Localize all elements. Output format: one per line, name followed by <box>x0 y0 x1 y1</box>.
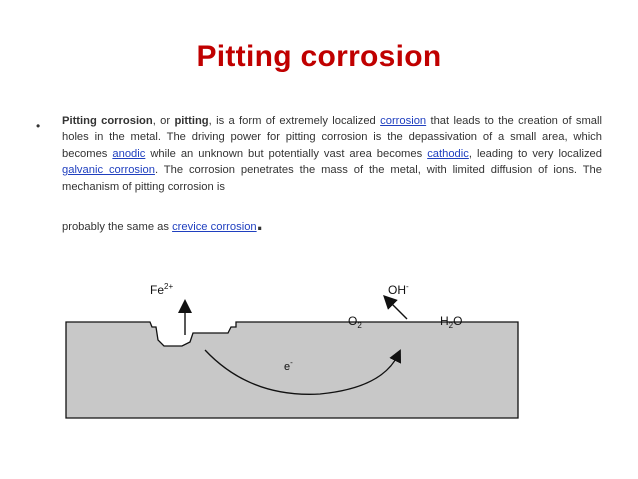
h2o-subscript: 2 <box>448 321 454 330</box>
electron-charge: - <box>290 358 293 367</box>
term-pitting-corrosion: Pitting corrosion <box>62 115 153 127</box>
oh-arrow <box>388 300 407 319</box>
page-title: Pitting corrosion <box>196 40 442 73</box>
text-segment: . The corrosion penetrates the mass of the metal, with limited diffusion of ions. The mechanism of pitting corrosion is <box>62 164 603 193</box>
fe-label <box>150 282 173 297</box>
oh-charge: - <box>406 282 409 291</box>
text-segment: , leading to very localized <box>468 147 602 160</box>
h2o-label <box>440 314 462 330</box>
o2-label <box>348 314 362 330</box>
bullet-marker: • <box>36 119 41 133</box>
h2o-symbol-h: H <box>440 314 449 328</box>
text-period: . <box>256 210 263 235</box>
pitting-diagram <box>0 270 638 460</box>
link-anodic[interactable]: anodic <box>112 147 146 160</box>
text-segment: probably the same as <box>62 221 173 233</box>
link-crevice-corrosion[interactable]: crevice corrosion <box>172 221 257 233</box>
fe-symbol: Fe <box>150 283 165 297</box>
link-galvanic-corrosion[interactable]: galvanic corrosion <box>62 164 155 177</box>
fe-charge: 2+ <box>164 282 174 291</box>
electron-symbol: e <box>284 361 291 373</box>
link-cathodic[interactable]: cathodic <box>427 147 469 160</box>
text-segment: while an unknown but potentially vast area becomes <box>145 147 428 160</box>
metal-block <box>66 322 518 418</box>
link-corrosion[interactable]: corrosion <box>380 115 427 127</box>
text-segment: that leads to the creation of small holes in the metal. The driving power for pitting corrosion is the depassivation of a small area, which becomes <box>62 115 602 160</box>
bullet-paragraph <box>62 113 602 195</box>
h2o-symbol-o: O <box>453 314 463 328</box>
text-segment: , or <box>152 115 175 127</box>
o2-symbol: O <box>348 314 358 328</box>
oh-label <box>388 282 409 297</box>
oh-symbol: OH <box>388 283 406 297</box>
term-pitting: pitting <box>174 115 209 127</box>
o2-subscript: 2 <box>357 321 362 330</box>
text-segment: , is a form of extremely localized <box>208 115 381 127</box>
bullet-last-line <box>62 210 263 236</box>
